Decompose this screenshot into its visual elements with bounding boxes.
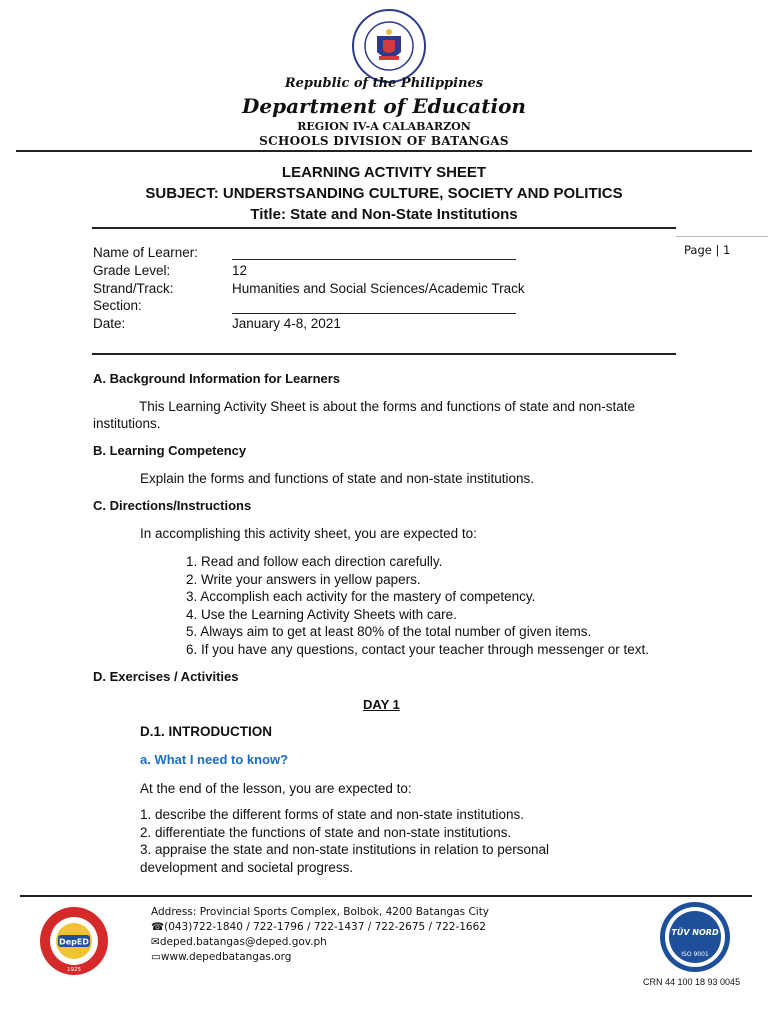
republic-heading: Republic of the Philippines bbox=[284, 76, 484, 91]
section-a-text: This Learning Activity Sheet is about the forms and functions of state and non-state institutions. bbox=[93, 399, 636, 431]
division-logo bbox=[38, 905, 110, 977]
name-label: Name of Learner: bbox=[93, 245, 199, 260]
page-number: Page | 1 bbox=[684, 243, 731, 257]
phone-icon: ☎ bbox=[151, 921, 165, 933]
header-divider bbox=[16, 150, 752, 152]
strand-value: Humanities and Social Sciences/Academic Track bbox=[232, 281, 525, 296]
department-heading: Department of Education bbox=[242, 94, 526, 118]
list-item: 3. appraise the state and non-state institutions in relation to personal bbox=[140, 842, 550, 857]
directions-list bbox=[186, 553, 649, 658]
footer-web-row[interactable] bbox=[151, 951, 291, 963]
logo-left-text: DepED bbox=[59, 937, 89, 947]
subject-title: SUBJECT: UNDERSTSANDING CULTURE, SOCIETY AND POLITICS bbox=[145, 185, 623, 202]
list-item: 2. Write your answers in yellow papers. bbox=[186, 571, 421, 587]
list-item: 3. Accomplish each activity for the mastery of competency. bbox=[186, 589, 536, 604]
footer-divider bbox=[20, 895, 752, 897]
division-label: SCHOOLS DIVISION OF BATANGAS bbox=[259, 134, 509, 148]
objectives-list bbox=[140, 806, 549, 876]
grade-label: Grade Level: bbox=[93, 263, 171, 278]
page-marker-line bbox=[676, 236, 768, 237]
logo-right-iso: ISO 9001 bbox=[681, 951, 709, 958]
footer-address: Address: Provincial Sports Complex, Bolbok, 4200 Batangas City bbox=[151, 906, 490, 918]
list-item: 6. If you have any questions, contact your teacher through messenger or text. bbox=[186, 641, 650, 657]
strand-label: Strand/Track: bbox=[93, 281, 174, 296]
date-label: Date: bbox=[93, 316, 126, 331]
section-field-line[interactable] bbox=[232, 313, 516, 314]
what-i-need-to-know-heading: a. What I need to know? bbox=[140, 752, 289, 767]
footer-website[interactable]: www.depedbatangas.org bbox=[160, 951, 292, 963]
footer-phone-row bbox=[151, 921, 486, 933]
footer-phone: (043)722-1840 / 722-1796 / 722-1437 / 722-2675 / 722-1662 bbox=[164, 921, 486, 933]
crn-number: CRN 44 100 18 93 0045 bbox=[643, 977, 741, 987]
section-b-text: Explain the forms and functions of state and non-state institutions. bbox=[140, 471, 534, 486]
footer-email[interactable]: deped.batangas@deped.gov.ph bbox=[159, 936, 327, 948]
list-item: development and societal progress. bbox=[140, 859, 354, 875]
sheet-title: LEARNING ACTIVITY SHEET bbox=[281, 164, 487, 181]
info-divider bbox=[92, 353, 676, 355]
section-c-heading: C. Directions/Instructions bbox=[93, 498, 252, 513]
list-item: 1. Read and follow each direction carefully. bbox=[186, 554, 443, 569]
introduction-heading: D.1. INTRODUCTION bbox=[140, 724, 273, 739]
grade-value: 12 bbox=[232, 263, 248, 278]
expectation-text: At the end of the lesson, you are expected to: bbox=[140, 781, 412, 796]
mail-icon: ✉ bbox=[151, 936, 160, 948]
footer-email-row[interactable] bbox=[151, 936, 327, 948]
logo-left-year: 1925 bbox=[67, 967, 81, 973]
tuv-iso-logo bbox=[656, 900, 734, 974]
section-c-intro: In accomplishing this activity sheet, you are expected to: bbox=[140, 526, 477, 541]
computer-icon: ▭ bbox=[151, 951, 161, 963]
region-label: REGION IV-A CALABARZON bbox=[297, 120, 471, 133]
lesson-title: Title: State and Non-State Institutions bbox=[250, 206, 518, 223]
list-item: 2. differentiate the functions of state and non-state institutions. bbox=[140, 824, 512, 840]
name-field-line[interactable] bbox=[232, 259, 516, 260]
section-b-heading: B. Learning Competency bbox=[93, 443, 247, 458]
logo-right-brand: TÜV NORD bbox=[671, 928, 719, 937]
list-item: 4. Use the Learning Activity Sheets with care. bbox=[186, 606, 457, 622]
title-divider bbox=[92, 227, 676, 229]
section-label: Section: bbox=[93, 298, 142, 313]
list-item: 5. Always aim to get at least 80% of the total number of given items. bbox=[186, 624, 592, 639]
day-heading: DAY 1 bbox=[363, 697, 400, 712]
list-item: 1. describe the different forms of state and non-state institutions. bbox=[140, 807, 524, 822]
section-a-heading: A. Background Information for Learners bbox=[93, 371, 341, 386]
deped-seal-logo bbox=[351, 8, 427, 84]
section-d-heading: D. Exercises / Activities bbox=[93, 669, 239, 684]
date-value: January 4-8, 2021 bbox=[232, 316, 341, 331]
